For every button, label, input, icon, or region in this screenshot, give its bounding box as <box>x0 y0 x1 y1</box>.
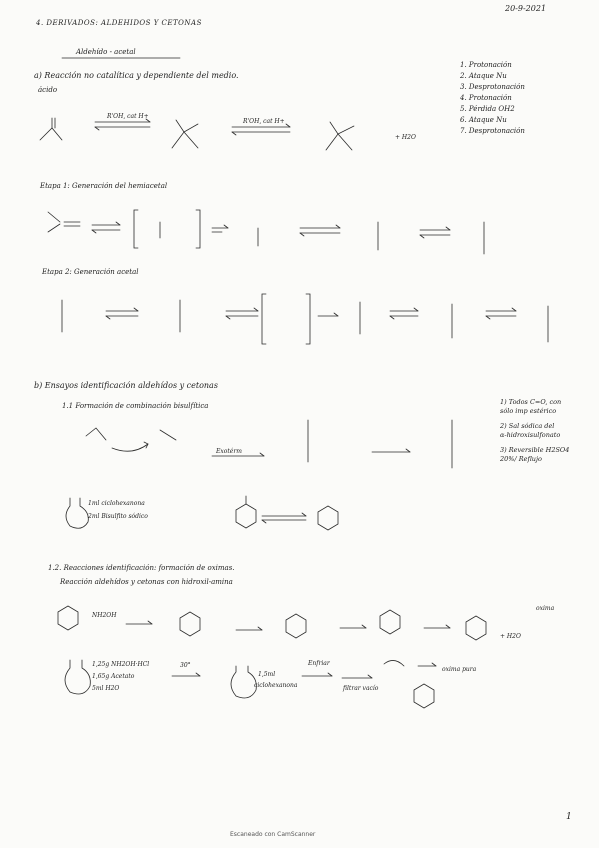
water-product: + H2O <box>395 134 416 141</box>
note-line: 2) Sal sódica del <box>500 422 555 430</box>
equilibrium-arrow <box>95 119 150 130</box>
hydroxylamine-label: NH2OH <box>92 612 117 619</box>
reaction-arrow <box>262 513 306 523</box>
note-line: 3) Reversible H2SO4 <box>500 446 570 454</box>
procedure-temp: 30° <box>180 662 191 669</box>
flask-icon <box>66 498 88 528</box>
scanner-watermark: Escaneado con CamScanner <box>230 831 316 838</box>
page-date: 20-9-2021 <box>505 4 547 13</box>
reagent-label-1: R'OH, cat H+ <box>107 113 149 120</box>
equilibrium-arrow <box>232 124 290 135</box>
water-out-label: + H2O <box>500 633 521 640</box>
reagent-line: 2ml Bisulfito sódico <box>88 513 148 520</box>
section-a-heading: a) Reacción no catalítica y dependiente del medio. <box>34 71 239 80</box>
mechanism-step: 6. Ataque Nu <box>460 116 507 124</box>
mechanism-step: 1. Protonación <box>460 61 512 69</box>
stage2-heading: Etapa 2: Generación acetal <box>42 268 139 276</box>
medium-label: ácido <box>38 86 58 94</box>
acetal-structure <box>326 122 354 150</box>
section-b-heading: b) Ensayos identificación aldehídos y cetonas <box>34 381 218 390</box>
procedure-filter: filtrar vacío <box>343 685 379 692</box>
funnel-icon <box>384 660 404 666</box>
aldehyde-structure <box>40 118 62 140</box>
note-line: sólo imp estérico <box>500 407 557 415</box>
note-line: 1) Todos C=O, con <box>500 398 562 406</box>
procedure-cool: Enfriar <box>308 660 330 667</box>
stage1-heading: Etapa 1: Generación del hemiacetal <box>40 182 168 190</box>
note-line: α-hidroxisulfonato <box>500 431 561 439</box>
mechanism-step: 2. Ataque Nu <box>460 72 507 80</box>
bisulfite-adduct <box>318 506 338 530</box>
cyclohexanone-structure <box>236 496 256 528</box>
flask-icon <box>231 666 256 698</box>
hemiacetal-structure <box>172 120 198 148</box>
stage2-mechanism <box>62 294 548 344</box>
procedure-reagent: 1,65g Acetato <box>92 673 135 680</box>
page-subtitle: Aldehído - acetal <box>76 48 136 56</box>
oxime-label: oxima <box>536 605 555 612</box>
oxime-mechanism <box>58 606 486 640</box>
page-title: 4. DERIVADOS: ALDEHIDOS Y CETONAS <box>36 19 202 27</box>
procedure-product: oxima pura <box>442 666 477 673</box>
exotherm-label: Exotérm <box>216 448 242 455</box>
procedure-second: 1,5ml <box>258 671 276 678</box>
mechanism-step: 7. Desprotonación <box>460 127 525 135</box>
note-line: 20%/ Reflujo <box>500 455 542 463</box>
procedure-reagent: 5ml H2O <box>92 685 120 692</box>
flask-icon <box>65 660 90 694</box>
stage1-mechanism <box>48 210 484 254</box>
reagent-label-2: R'OH, cat H+ <box>243 118 285 125</box>
mechanism-step: 3. Desprotonación <box>460 83 525 91</box>
bisulfite-mechanism <box>86 420 452 468</box>
procedure-second: ciclohexanona <box>254 682 298 689</box>
subsection-1-2-line2: Reacción aldehídos y cetonas con hidroxil-amina <box>60 578 233 586</box>
page-number: 1 <box>566 812 572 822</box>
mechanism-step: 5. Pérdida OH2 <box>460 105 515 113</box>
procedure-diagram <box>65 660 436 708</box>
procedure-reagent: 1,25g NH2OH·HCl <box>92 661 150 668</box>
mechanism-step: 4. Protonación <box>460 94 512 102</box>
subsection-1-2: 1.2. Reacciones identificación: formación de oximas. <box>48 564 235 572</box>
reagent-line: 1ml ciclohexanona <box>88 500 145 507</box>
subsection-1-1: 1.1 Formación de combinación bisulfítica <box>62 402 209 410</box>
